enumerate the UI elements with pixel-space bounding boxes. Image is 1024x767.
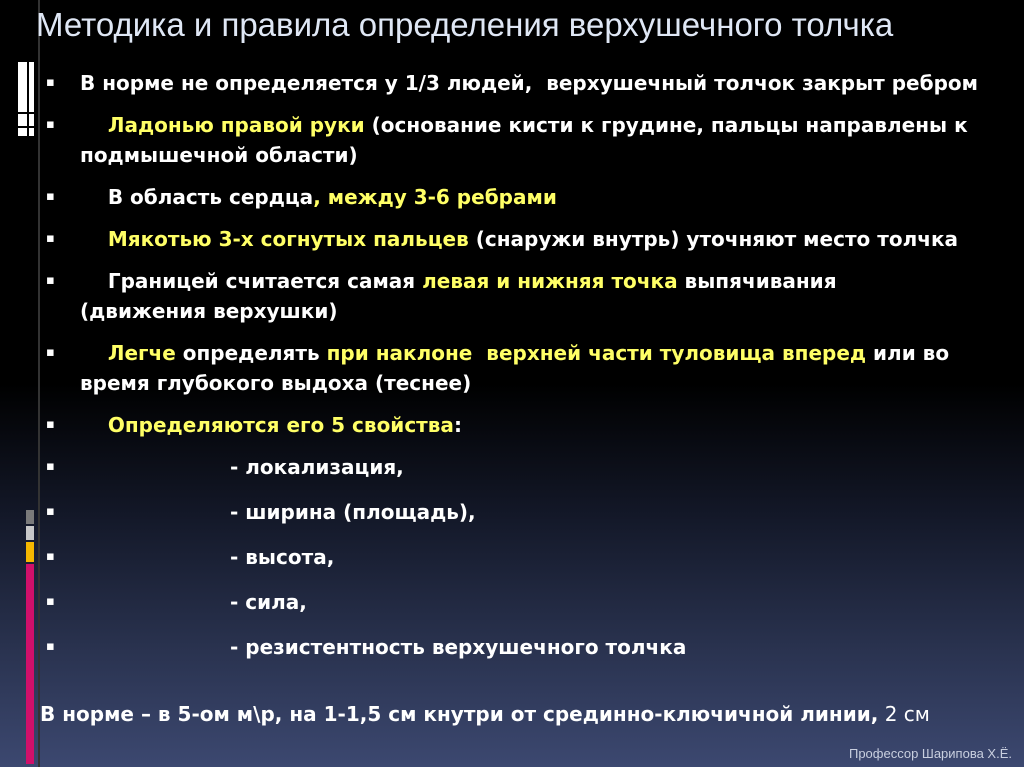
highlight-text: Мякотью 3-х согнутых пальцев <box>107 227 469 251</box>
list-item-text <box>80 224 1024 254</box>
list-item-text <box>80 338 1024 368</box>
list-item-continuation: подмышечной области) <box>80 143 358 167</box>
plain-text: или во <box>866 341 950 365</box>
plain-text: В норме не определяется у 1/3 людей, верхушечный толчок закрыт ребром <box>80 71 978 95</box>
norm-summary-tail: 2 см <box>878 702 930 726</box>
bullet-icon: ▪ <box>46 75 55 90</box>
plain-text: (снаружи внутрь) уточняют место толчка <box>468 227 959 251</box>
list-item <box>44 338 1024 398</box>
list-item <box>44 182 1024 212</box>
property-item <box>44 452 1024 482</box>
content-list <box>44 68 1024 677</box>
property-text: - локализация, <box>230 455 404 479</box>
bullet-icon: ▪ <box>46 594 55 609</box>
list-item-text <box>80 68 1024 98</box>
list-item <box>44 68 1024 98</box>
plain-text: (основание кисти к грудине, пальцы направлены к <box>364 113 968 137</box>
property-text: - резистентность верхушечного толчка <box>230 635 687 659</box>
property-text: - сила, <box>230 590 307 614</box>
bullet-icon: ▪ <box>46 459 55 474</box>
property-item <box>44 542 1024 572</box>
list-item-text <box>80 410 1024 440</box>
list-item <box>44 410 1024 440</box>
plain-text: : <box>453 413 462 437</box>
property-item <box>44 632 1024 662</box>
bullet-icon: ▪ <box>46 549 55 564</box>
bullet-icon: ▪ <box>46 189 55 204</box>
bullet-icon: ▪ <box>46 273 55 288</box>
property-text: - ширина (площадь), <box>230 500 476 524</box>
highlight-text: Легче <box>107 341 176 365</box>
property-item <box>44 587 1024 617</box>
plain-text: выпячивания <box>677 269 837 293</box>
list-item <box>44 224 1024 254</box>
highlight-text: Определяются его 5 свойства <box>107 413 454 437</box>
author-credit: Профессор Шарипова Х.Ё. <box>848 746 1012 761</box>
highlight-text: левая и нижняя точка <box>422 269 678 293</box>
plain-text: В область сердца <box>80 185 314 209</box>
list-item <box>44 110 1024 170</box>
bullet-icon: ▪ <box>46 345 55 360</box>
bullet-icon: ▪ <box>46 117 55 132</box>
plain-text: Границей считается самая <box>80 269 423 293</box>
bullet-icon: ▪ <box>46 504 55 519</box>
plain-text <box>80 113 108 137</box>
property-item <box>44 497 1024 527</box>
highlight-text: Ладонью правой руки <box>107 113 365 137</box>
side-decoration <box>0 0 40 767</box>
bullet-icon: ▪ <box>46 639 55 654</box>
list-item-continuation: время глубокого выдоха (теснее) <box>80 371 472 395</box>
list-item-text <box>80 182 1024 212</box>
list-item <box>44 266 1024 326</box>
list-item-text <box>80 266 1024 296</box>
highlight-text: , между 3-6 ребрами <box>313 185 557 209</box>
bullet-icon: ▪ <box>46 231 55 246</box>
slide-title: Методика и правила определения верхушечного толчка <box>36 6 894 43</box>
norm-summary-main: В норме – в 5-ом м\р, на 1-1,5 см кнутри от срединно-ключичной линии, <box>40 702 879 726</box>
property-text: - высота, <box>230 545 335 569</box>
norm-summary <box>40 702 930 726</box>
plain-text: определять <box>175 341 327 365</box>
plain-text <box>80 341 108 365</box>
list-item-text <box>80 110 1024 140</box>
list-item-continuation: (движения верхушки) <box>80 299 338 323</box>
highlight-text: при наклоне верхней части туловища вперед <box>326 341 867 365</box>
bullet-icon: ▪ <box>46 417 55 432</box>
plain-text <box>80 413 108 437</box>
plain-text <box>80 227 108 251</box>
